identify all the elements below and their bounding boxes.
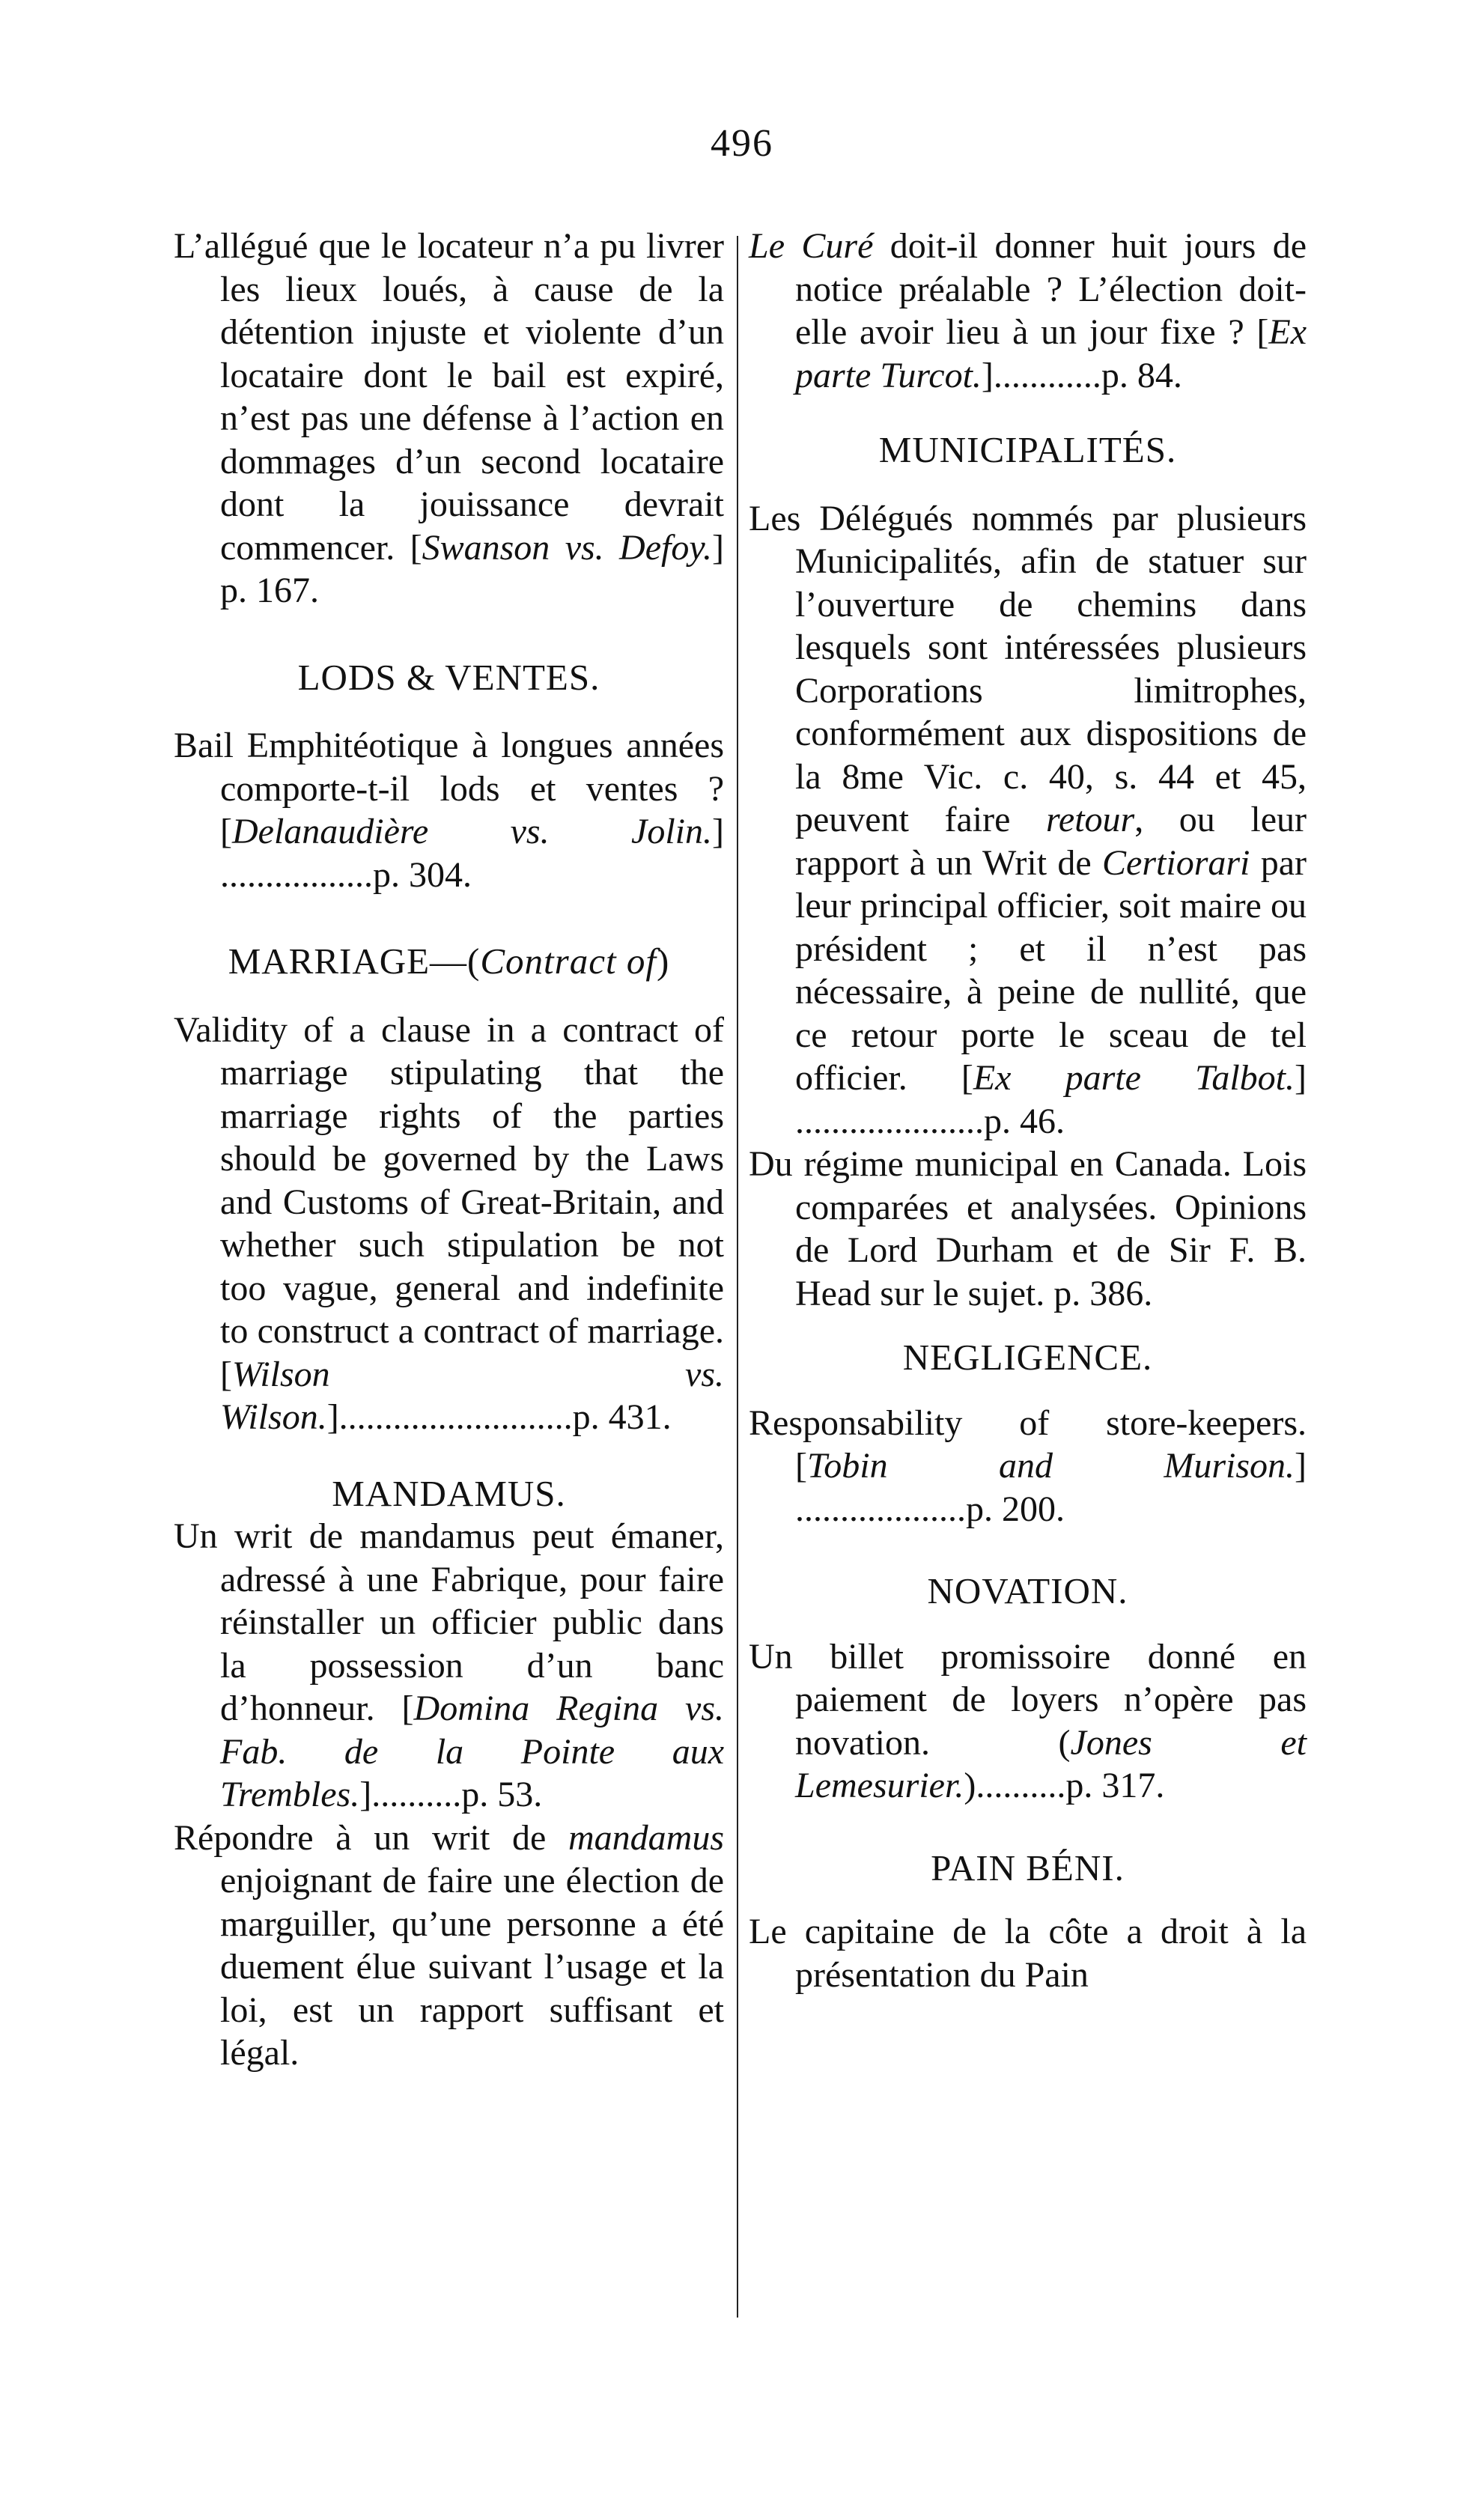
italic-citation: Ex parte Turcot. (795, 312, 1307, 395)
entry-text: Validity of a clause in a contract of marriage stipulating that the marriage rights of the parties should be governed by the Laws and Customs of Great-Britain, and whether such stipulation be not too vague, general and indefinite to construct a contract of marriage. [ (174, 1009, 724, 1394)
italic-citation: Swanson vs. Defoy. (422, 527, 713, 568)
italic-citation: Ex parte Talbot. (973, 1058, 1295, 1098)
index-entry (749, 1635, 1307, 1808)
entry-text: ] p. 167. (220, 527, 725, 610)
left-column (174, 225, 724, 2075)
index-entry (174, 1817, 724, 2075)
entry-text: )..........p. 317. (964, 1766, 1165, 1805)
section-heading (174, 940, 724, 983)
page-number: 496 (711, 122, 773, 165)
entry-text: ) (656, 940, 670, 982)
section-heading: NEGLIGENCE. (902, 1337, 1153, 1378)
entry-text: MARRIAGE—( (228, 940, 481, 982)
index-entry (749, 1402, 1307, 1531)
entry-text: , ou leur rapport à un Writ de (795, 800, 1307, 883)
section-heading: LODS & VENTES. (297, 656, 600, 698)
right-column (749, 225, 1307, 1996)
italic-citation: retour (1046, 800, 1135, 839)
entry-text: ]..........................p. 431. (326, 1397, 672, 1437)
entry-text: L’allégué que le locateur n’a pu livrer les lieux loués, à cause de la détention injuste et violente d’un locataire dont le bail est expiré, n’est pas une défense à l’action en dommages d’un second locataire dont la jouissance devrait commencer. [ (174, 226, 724, 568)
entry-text: ]............p. 84. (981, 355, 1182, 395)
index-entry (749, 1910, 1307, 1996)
entry-text: Le capitaine de la côte a droit à la présentation du Pain (749, 1912, 1307, 1995)
column-divider (737, 236, 738, 2318)
italic-citation: Wilson vs. Wilson. (220, 1354, 724, 1437)
entry-text: ] .....................p. 46. (795, 1058, 1307, 1141)
index-entry (174, 1009, 724, 1439)
section-heading: MANDAMUS. (332, 1472, 566, 1514)
index-entry (174, 225, 724, 613)
italic-citation: Tobin and Murison. (806, 1446, 1295, 1486)
section-heading: MUNICIPALITÉS. (878, 429, 1177, 470)
section-heading: PAIN BÉNI. (931, 1847, 1125, 1888)
entry-text: Répondre à un writ de (174, 1817, 568, 1858)
entry-text: Les Délégués nommés par plusieurs Municipalités, afin de statuer sur l’ouverture de chemins dans lesquels sont intéressées plusieurs Corporations limitrophes, conformément aux dispositions de la 8me Vic. c. 40, s. 44 et 45, peuvent faire (749, 498, 1307, 839)
entry-text: Un billet promissoire donné en paiement de loyers n’opère pas novation. ( (749, 1636, 1307, 1763)
entry-text: ] ...................p. 200. (795, 1446, 1307, 1529)
italic-citation: Jones et Lemesurier. (795, 1722, 1307, 1805)
italic-citation: Domina Regina vs. Fab. de la Pointe aux Trembles. (220, 1689, 725, 1814)
index-entry (174, 1515, 724, 1817)
entry-text: Responsability of store-keepers. [ (749, 1403, 1307, 1486)
entry-text: enjoignant de faire une élection de marguiller, qu’une personne a été duement élue suivant l’usage et la loi, est un rapport suffisant et légal. (220, 1861, 724, 2073)
entry-text: Bail Emphitéotique à longues années comporte-t-il lods et ventes ? [ (174, 726, 724, 851)
entry-text: ]..........p. 53. (359, 1775, 543, 1814)
index-entry (749, 225, 1307, 397)
italic-citation: Le Curé (749, 226, 874, 266)
entry-text: Un writ de mandamus peut émaner, adressé à une Fabrique, pour faire réinstaller un officier public dans la possession d’un banc d’honneur. [ (174, 1516, 724, 1728)
italic-citation: Delanaudière vs. Jolin. (231, 812, 713, 851)
italic-citation: mandamus (568, 1817, 724, 1858)
index-entry (749, 497, 1307, 1143)
italic-citation: Certiorari (1102, 842, 1250, 883)
section-heading: NOVATION. (927, 1570, 1128, 1611)
entry-text: par leur principal officier, soit maire ou président ; et il n’est pas nécessaire, à peine de nullité, que ce retour porte le sceau de tel officier. [ (795, 842, 1307, 1098)
entry-text: ] .................p. 304. (220, 812, 724, 895)
italic-citation: Contract of (480, 940, 657, 982)
entry-text: doit-il donner huit jours de notice préalable ? L’élection doit-elle avoir lieu à un jour fixe ? [ (795, 226, 1307, 352)
index-entry (174, 724, 724, 896)
entry-text: Du régime municipal en Canada. Lois comparées et analysées. Opinions de Lord Durham et de Sir F. B. Head sur le sujet. p. 386. (749, 1144, 1307, 1313)
index-entry (749, 1143, 1307, 1315)
